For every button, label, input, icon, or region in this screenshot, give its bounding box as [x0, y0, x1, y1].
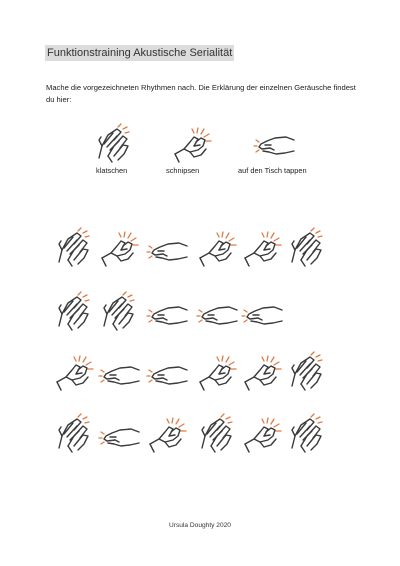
footer-credit: Ursula Doughty 2020	[169, 522, 231, 529]
tap-icon	[97, 354, 141, 398]
snap-icon	[145, 412, 189, 456]
snap-icon	[52, 350, 96, 394]
clap-icon	[285, 350, 329, 394]
legend-tap-icon	[252, 124, 296, 168]
snap-icon	[240, 226, 284, 270]
snap-icon	[240, 412, 284, 456]
clap-icon	[52, 226, 96, 270]
tap-icon	[97, 416, 141, 460]
clap-icon	[285, 412, 329, 456]
snap-icon	[195, 350, 239, 394]
tap-icon	[195, 294, 239, 338]
snap-icon	[97, 226, 141, 270]
legend-label-clap: klatschen	[96, 166, 128, 175]
clap-icon	[195, 412, 239, 456]
legend-snap-icon	[170, 122, 214, 166]
tap-icon	[145, 354, 189, 398]
legend-clap-icon	[92, 122, 136, 166]
instructions-text: Mache die vorgezeichneten Rhythmen nach. Die Erklärung der einzelnen Geräusche findest du hier:	[46, 83, 356, 104]
tap-icon	[145, 294, 189, 338]
legend-label-snap: schnipsen	[166, 166, 200, 175]
legend-label-tap: auf den Tisch tappen	[238, 166, 307, 175]
clap-icon	[52, 412, 96, 456]
clap-icon	[97, 290, 141, 334]
page-title: Funktionstraining Akustische Serialität	[47, 47, 233, 59]
clap-icon	[52, 290, 96, 334]
snap-icon	[195, 226, 239, 270]
tap-icon	[145, 230, 189, 274]
tap-icon	[240, 294, 284, 338]
clap-icon	[285, 226, 329, 270]
snap-icon	[240, 350, 284, 394]
